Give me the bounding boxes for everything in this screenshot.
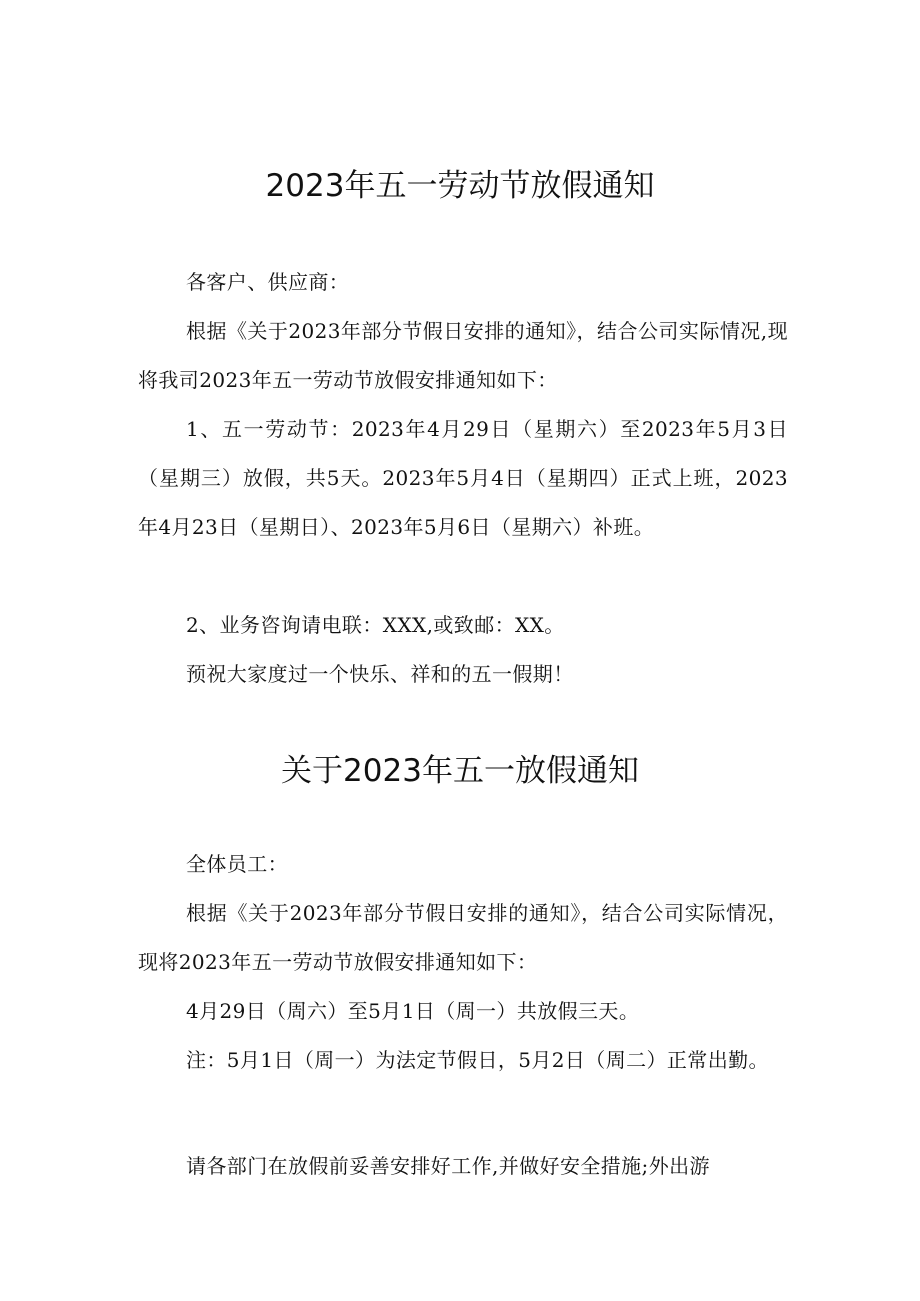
notice-2-request: 请各部门在放假前妥善安排好工作,并做好安全措施;外出游 bbox=[186, 1154, 710, 1178]
notice-1-closing: 预祝大家度过一个快乐、祥和的五一假期！ bbox=[186, 662, 574, 686]
notice-2-schedule: 4月29日（周六）至5月1日（周一）共放假三天。 bbox=[186, 999, 640, 1023]
notice-1-title: 2023年五一劳动节放假通知 bbox=[265, 168, 655, 204]
notice-1-intro: 根据《关于2023年部分节假日安排的通知》，结合公司实际情况,现将我司2023年五一劳动节放假安排通知如下： bbox=[138, 319, 788, 392]
notice-1-item-1: 1、五一劳动节：2023年4月29日（星期六）至2023年5月3日（星期三）放假，共5天。2023年5月4日（星期四）正式上班，2023年4月23日（星期日）、2023年5月6日（星期六）补班。 bbox=[138, 417, 788, 539]
notice-2-note: 注：5月1日（周一）为法定节假日，5月2日（周二）正常出勤。 bbox=[186, 1048, 769, 1072]
notice-2-title: 关于2023年五一放假通知 bbox=[281, 753, 639, 789]
notice-1-salutation: 各客户、供应商： bbox=[186, 270, 350, 294]
notice-1-item-2: 2、业务咨询请电联：XXX,或致邮：XX。 bbox=[186, 613, 565, 637]
notice-2-intro: 根据《关于2023年部分节假日安排的通知》，结合公司实际情况，现将2023年五一劳动节放假安排通知如下： bbox=[138, 901, 788, 974]
notice-2-salutation: 全体员工： bbox=[186, 852, 288, 876]
